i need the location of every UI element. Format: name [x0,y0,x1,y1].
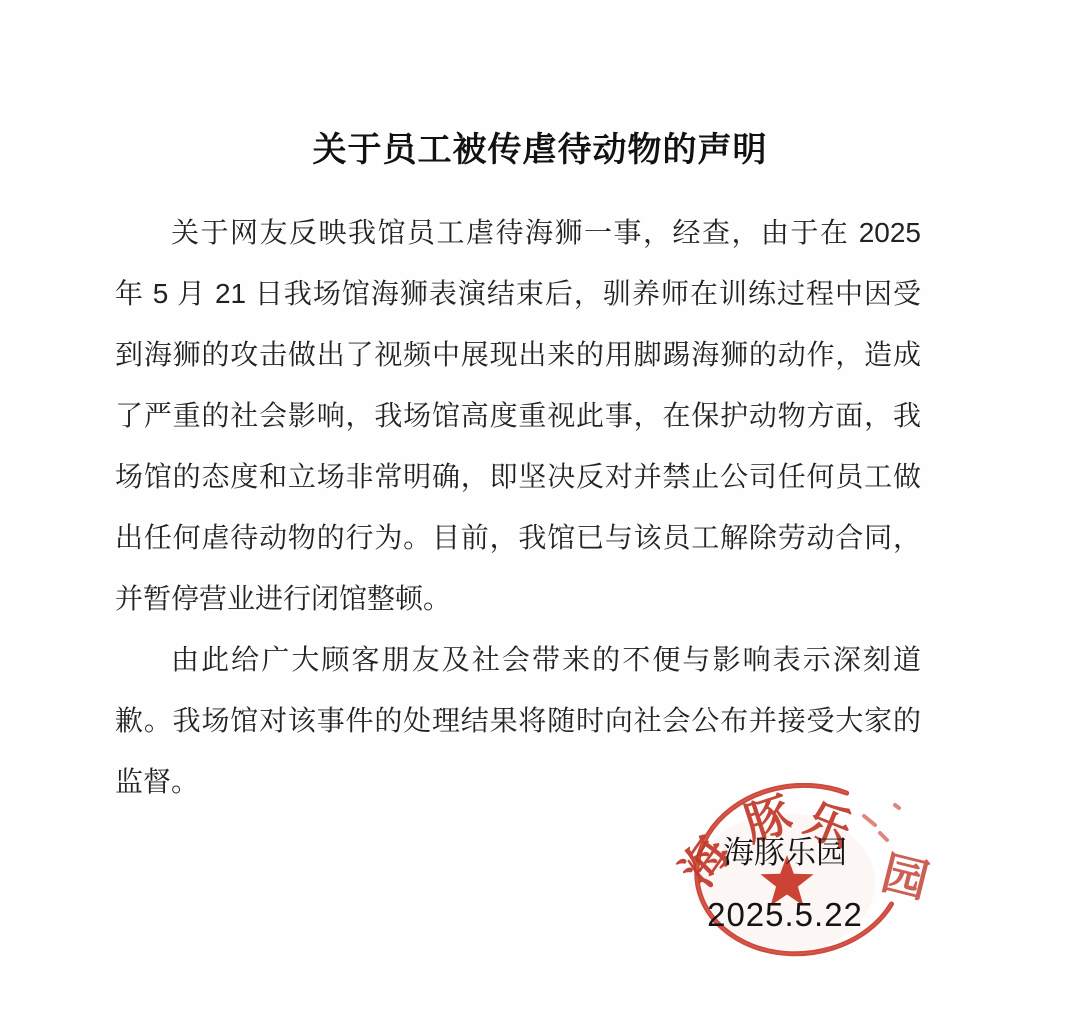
body-line: 由此给广大顾客朋友及社会带来的不便与影响表示深刻道 [171,644,921,675]
seal-char-le: 乐 [797,793,860,858]
body-line: 到海狮的攻击做出了视频中展现出来的用脚踢海狮的动作，造成 [115,339,921,370]
body-line: 了严重的社会影响，我场馆高度重视此事，在保护动物方面，我 [115,400,921,431]
body-line: 场馆的态度和立场非常明确，即坚决反对并禁止公司任何员工做 [115,461,921,492]
body-line: 出任何虐待动物的行为。目前，我馆已与该员工解除劳动合同， [115,522,921,553]
body-line: 并暂停营业进行闭馆整顿。 [115,583,452,614]
body-line: 年 5 月 21 日我场馆海狮表演结束后，驯养师在训练过程中因受 [115,278,921,309]
seal-ink-remnants [864,805,899,840]
body-line: 监督。 [115,766,200,797]
body-line: 歉。我场馆对该事件的处理结果将随时向社会公布并接受大家的 [115,705,921,736]
body-line: 关于网友反映我馆员工虐待海狮一事，经查，由于在 2025 [171,217,921,248]
signature-date: 2025.5.22 [707,896,863,933]
seal-char-hai: 海 [671,828,740,896]
seal-char-tun: 豚 [738,788,798,851]
document-title: 关于员工被传虐待动物的声明 [312,131,768,169]
official-seal-stamp [668,783,938,973]
document-body [115,202,921,812]
seal-char-yuan: 园 [876,847,934,908]
signature-name: 海豚乐园 [723,835,847,870]
